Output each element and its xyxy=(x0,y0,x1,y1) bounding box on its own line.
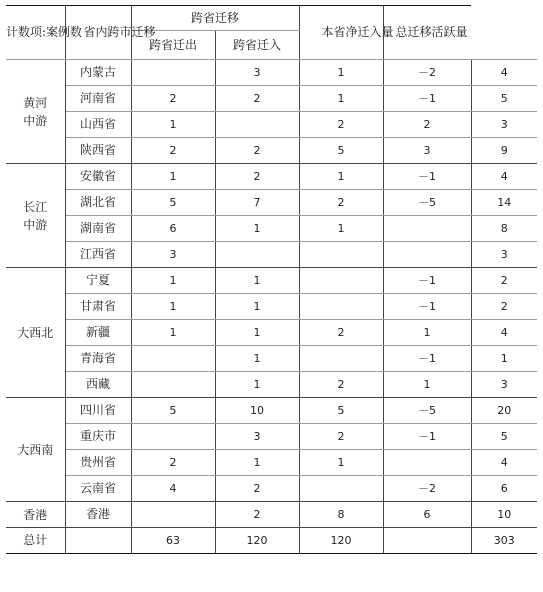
cross-out-cell: 1 xyxy=(215,346,299,372)
cross-in-cell xyxy=(299,476,383,502)
cross-in-cell: 1 xyxy=(299,450,383,476)
cross-out-cell: 1 xyxy=(215,294,299,320)
cross-in-cell: 1 xyxy=(299,164,383,190)
net-in-cell: －1 xyxy=(383,346,471,372)
cross-in-cell: 5 xyxy=(299,398,383,424)
total-active-cell: 9 xyxy=(471,138,537,164)
total-active-cell: 4 xyxy=(471,60,537,86)
net-in-cell: －1 xyxy=(383,164,471,190)
total-active-sum-cell: 303 xyxy=(471,528,537,554)
cross-out-cell: 1 xyxy=(215,268,299,294)
table-row xyxy=(6,60,537,86)
migration-table xyxy=(6,5,537,554)
net-in-cell: －1 xyxy=(383,424,471,450)
net-in-cell: 2 xyxy=(383,112,471,138)
total-active-cell: 2 xyxy=(471,294,537,320)
total-active-cell: 5 xyxy=(471,86,537,112)
province-cell: 河南省 xyxy=(65,86,131,112)
total-active-cell: 4 xyxy=(471,164,537,190)
table-row xyxy=(6,320,537,346)
table-row xyxy=(6,450,537,476)
total-active-cell: 3 xyxy=(471,372,537,398)
cross-in-cell xyxy=(299,268,383,294)
region-cell: 黄河中游 xyxy=(6,60,65,164)
intra-province-cell: 1 xyxy=(131,320,215,346)
cross-out-cell: 7 xyxy=(215,190,299,216)
cross-out-cell: 3 xyxy=(215,60,299,86)
totals-blank-cell xyxy=(65,528,131,554)
total-active-cell: 4 xyxy=(471,450,537,476)
region-cell: 大西南 xyxy=(6,398,65,502)
intra-province-cell xyxy=(131,60,215,86)
total-active-cell: 2 xyxy=(471,268,537,294)
net-in-cell: 1 xyxy=(383,372,471,398)
intra-province-cell: 2 xyxy=(131,86,215,112)
intra-province-cell xyxy=(131,424,215,450)
total-cross-out-cell: 120 xyxy=(215,528,299,554)
net-in-cell: －1 xyxy=(383,268,471,294)
net-in-header: 本省净迁入量 xyxy=(299,6,383,60)
total-active-cell: 14 xyxy=(471,190,537,216)
cross-in-cell: 2 xyxy=(299,190,383,216)
net-in-cell: －5 xyxy=(383,398,471,424)
cross-in-cell: 5 xyxy=(299,138,383,164)
corner-header: 计数项:案例数 xyxy=(6,6,65,60)
table-row xyxy=(6,86,537,112)
intra-province-cell: 6 xyxy=(131,216,215,242)
cross-out-cell xyxy=(215,242,299,268)
intra-province-header: 省内跨市迁移 xyxy=(65,6,131,60)
net-in-cell: －2 xyxy=(383,60,471,86)
intra-province-cell: 1 xyxy=(131,112,215,138)
total-active-cell: 1 xyxy=(471,346,537,372)
table-row xyxy=(6,138,537,164)
cross-in-cell xyxy=(299,242,383,268)
table-row xyxy=(6,190,537,216)
intra-province-cell: 1 xyxy=(131,164,215,190)
net-in-cell: －2 xyxy=(383,476,471,502)
net-in-cell: 6 xyxy=(383,502,471,528)
cross-in-cell: 2 xyxy=(299,372,383,398)
province-cell: 香港 xyxy=(65,502,131,528)
region-cell: 长江中游 xyxy=(6,164,65,268)
intra-province-cell: 2 xyxy=(131,138,215,164)
table-row xyxy=(6,112,537,138)
table-row xyxy=(6,294,537,320)
intra-province-cell: 5 xyxy=(131,190,215,216)
cross-out-cell: 3 xyxy=(215,424,299,450)
province-cell: 甘肃省 xyxy=(65,294,131,320)
province-cell: 青海省 xyxy=(65,346,131,372)
table-row xyxy=(6,268,537,294)
province-cell: 江西省 xyxy=(65,242,131,268)
province-cell: 宁夏 xyxy=(65,268,131,294)
net-in-cell: 3 xyxy=(383,138,471,164)
cross-out-cell xyxy=(215,112,299,138)
province-cell: 内蒙古 xyxy=(65,60,131,86)
cross-out-header: 跨省迁出 xyxy=(131,31,215,60)
net-in-cell xyxy=(383,450,471,476)
net-in-cell: －1 xyxy=(383,294,471,320)
cross-in-cell: 2 xyxy=(299,320,383,346)
total-cross-in-cell: 120 xyxy=(299,528,383,554)
cross-in-cell: 1 xyxy=(299,216,383,242)
total-active-cell: 6 xyxy=(471,476,537,502)
cross-out-cell: 1 xyxy=(215,450,299,476)
province-cell: 贵州省 xyxy=(65,450,131,476)
total-active-cell: 20 xyxy=(471,398,537,424)
intra-province-cell xyxy=(131,346,215,372)
province-cell: 湖北省 xyxy=(65,190,131,216)
total-active-header: 总迁移活跃量 xyxy=(383,6,471,60)
cross-out-cell: 1 xyxy=(215,372,299,398)
province-cell: 新疆 xyxy=(65,320,131,346)
net-in-cell xyxy=(383,242,471,268)
province-cell: 重庆市 xyxy=(65,424,131,450)
intra-province-cell xyxy=(131,372,215,398)
intra-province-cell: 4 xyxy=(131,476,215,502)
cross-out-cell: 2 xyxy=(215,86,299,112)
region-cell: 大西北 xyxy=(6,268,65,398)
intra-province-cell: 5 xyxy=(131,398,215,424)
totals-label: 总计 xyxy=(6,528,65,554)
intra-province-cell xyxy=(131,502,215,528)
cross-out-cell: 2 xyxy=(215,138,299,164)
cross-in-header: 跨省迁入 xyxy=(215,31,299,60)
province-cell: 云南省 xyxy=(65,476,131,502)
total-active-cell: 8 xyxy=(471,216,537,242)
net-in-cell: 1 xyxy=(383,320,471,346)
totals-row xyxy=(6,528,537,554)
table-row xyxy=(6,398,537,424)
table-row xyxy=(6,424,537,450)
intra-province-cell: 1 xyxy=(131,268,215,294)
total-net-in-cell xyxy=(383,528,471,554)
total-active-cell: 3 xyxy=(471,112,537,138)
net-in-cell: －5 xyxy=(383,190,471,216)
province-cell: 陕西省 xyxy=(65,138,131,164)
cross-in-cell xyxy=(299,346,383,372)
cross-in-cell: 2 xyxy=(299,424,383,450)
cross-out-cell: 2 xyxy=(215,502,299,528)
table-row xyxy=(6,242,537,268)
cross-in-cell: 1 xyxy=(299,86,383,112)
cross-out-cell: 1 xyxy=(215,320,299,346)
cross-in-cell: 1 xyxy=(299,60,383,86)
intra-province-cell: 1 xyxy=(131,294,215,320)
table-row xyxy=(6,502,537,528)
cross-out-cell: 1 xyxy=(215,216,299,242)
cross-out-cell: 2 xyxy=(215,164,299,190)
table-row xyxy=(6,164,537,190)
table-row xyxy=(6,372,537,398)
total-intra-cell: 63 xyxy=(131,528,215,554)
region-cell: 香港 xyxy=(6,502,65,528)
cross-out-cell: 10 xyxy=(215,398,299,424)
table-row xyxy=(6,476,537,502)
net-in-cell: －1 xyxy=(383,86,471,112)
province-cell: 西藏 xyxy=(65,372,131,398)
net-in-cell xyxy=(383,216,471,242)
total-active-cell: 4 xyxy=(471,320,537,346)
cross-out-cell: 2 xyxy=(215,476,299,502)
table-body xyxy=(6,60,537,554)
intra-province-cell: 3 xyxy=(131,242,215,268)
intra-province-cell: 2 xyxy=(131,450,215,476)
province-cell: 湖南省 xyxy=(65,216,131,242)
total-active-cell: 3 xyxy=(471,242,537,268)
cross-province-header: 跨省迁移 xyxy=(131,6,299,31)
province-cell: 安徽省 xyxy=(65,164,131,190)
total-active-cell: 5 xyxy=(471,424,537,450)
cross-in-cell: 8 xyxy=(299,502,383,528)
province-cell: 山西省 xyxy=(65,112,131,138)
cross-in-cell xyxy=(299,294,383,320)
cross-in-cell: 2 xyxy=(299,112,383,138)
total-active-cell: 10 xyxy=(471,502,537,528)
table-row xyxy=(6,346,537,372)
table-row xyxy=(6,216,537,242)
province-cell: 四川省 xyxy=(65,398,131,424)
